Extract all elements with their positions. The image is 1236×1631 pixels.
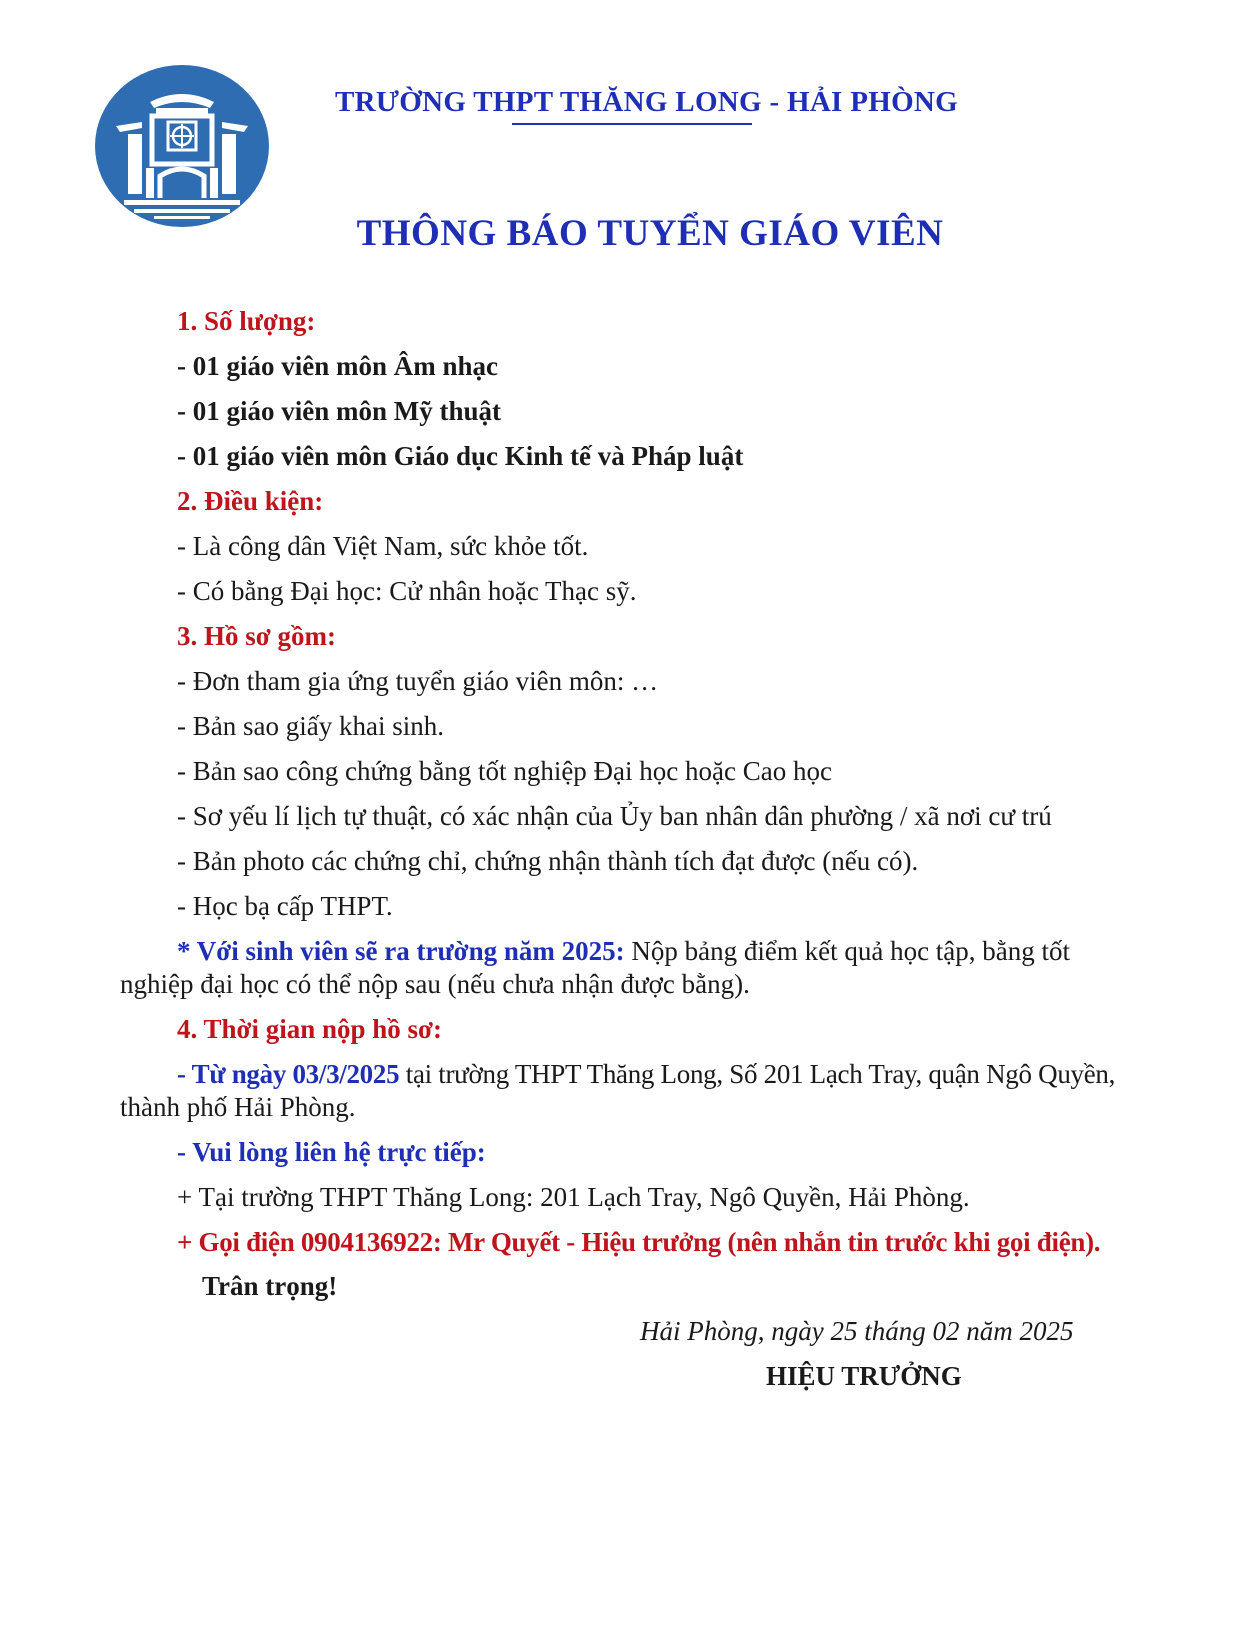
section-conditions-heading: 2. Điều kiện: [177,486,324,516]
document-item: - Bản photo các chứng chỉ, chứng nhận thành tích đạt được (nếu có). [177,846,919,876]
graduate-note-text: Nộp bảng điểm kết quả học tập, bằng tốt [631,936,1071,966]
signature-title: HIỆU TRƯỞNG [766,1361,962,1391]
graduate-note-label: * Với sinh viên sẽ ra trường năm 2025: [177,936,625,966]
contact-heading: - Vui lòng liên hệ trực tiếp: [177,1137,486,1167]
graduate-note-continuation: nghiệp đại học có thể nộp sau (nếu chưa nhận được bằng). [120,969,750,999]
contact-phone: + Gọi điện 0904136922: Mr Quyết - Hiệu trưởng (nên nhắn tin trước khi gọi điện). [177,1227,1101,1257]
condition-item: - Có bằng Đại học: Cử nhân hoặc Thạc sỹ. [177,576,637,606]
document-item: - Đơn tham gia ứng tuyển giáo viên môn: … [177,666,659,696]
submission-date-continuation: thành phố Hải Phòng. [120,1092,356,1122]
section-documents-heading: 3. Hồ sơ gồm: [177,621,336,651]
graduate-note [177,935,1070,967]
school-logo [94,64,270,228]
submission-date-text: tại trường THPT Thăng Long, Số 201 Lạch Tray, quận Ngô Quyền, [405,1059,1116,1089]
school-name: TRƯỜNG THPT THĂNG LONG - HẢI PHÒNG [335,86,959,118]
school-name-underline [512,123,752,125]
condition-item: - Là công dân Việt Nam, sức khỏe tốt. [177,531,589,561]
contact-address: + Tại trường THPT Thăng Long: 201 Lạch Tray, Ngô Quyền, Hải Phòng. [177,1182,970,1212]
submission-date-label: - Từ ngày 03/3/2025 [177,1059,400,1089]
document-item: - Bản sao giấy khai sinh. [177,711,444,741]
quantity-item: - 01 giáo viên môn Âm nhạc [177,351,499,381]
section-quantity-heading: 1. Số lượng: [177,306,316,336]
quantity-item: - 01 giáo viên môn Mỹ thuật [177,396,501,426]
closing-greeting: Trân trọng! [202,1271,338,1301]
document-item: - Bản sao công chứng bằng tốt nghiệp Đại học hoặc Cao học [177,756,832,786]
quantity-item: - 01 giáo viên môn Giáo dục Kinh tế và Pháp luật [177,441,744,471]
signature-place-date: Hải Phòng, ngày 25 tháng 02 năm 2025 [640,1316,1074,1346]
notice-title: THÔNG BÁO TUYỂN GIÁO VIÊN [356,213,944,254]
document-item: - Sơ yếu lí lịch tự thuật, có xác nhận của Ủy ban nhân dân phường / xã nơi cư trú [177,801,1052,831]
section-submission-heading: 4. Thời gian nộp hồ sơ: [177,1014,443,1044]
submission-date [177,1058,1115,1090]
document-item: - Học bạ cấp THPT. [177,891,393,921]
